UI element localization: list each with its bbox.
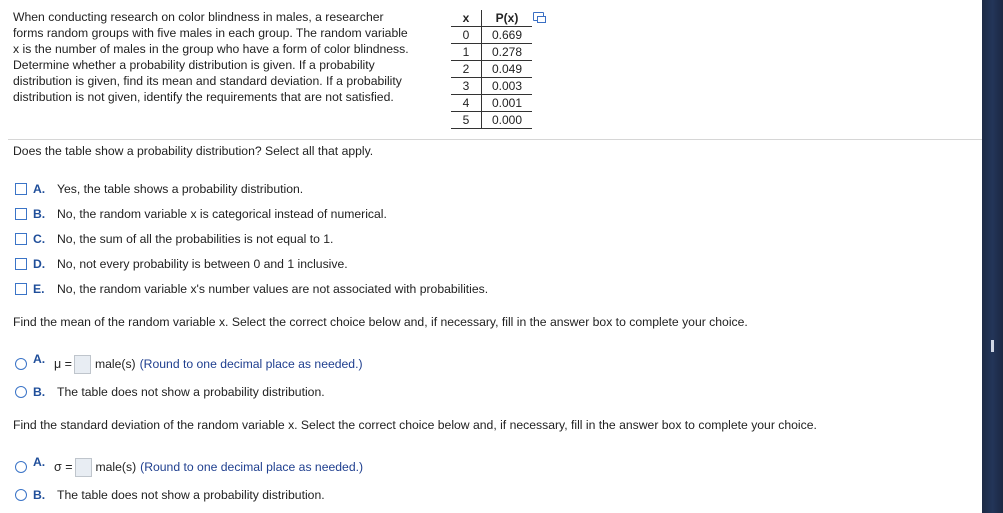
- cell-x: 0: [451, 27, 482, 44]
- intro-line: distribution is not given, identify the requirements that are not satisfied.: [13, 90, 394, 104]
- checkbox-icon[interactable]: [15, 233, 27, 245]
- cell-p: 0.001: [482, 95, 533, 112]
- question-text: [13, 9, 445, 105]
- q1-option-b[interactable]: [15, 206, 387, 222]
- mean-symbol: μ =: [54, 357, 72, 371]
- option-text: Yes, the table shows a probability distribution.: [57, 182, 304, 196]
- q2-prompt: Find the mean of the random variable x. Select the correct choice below and, if necessary, fill in the answer box to complete your choice.: [13, 315, 748, 329]
- q3-option-a[interactable]: [15, 455, 364, 475]
- option-letter: A.: [33, 455, 46, 469]
- sd-symbol: σ =: [54, 460, 73, 474]
- option-letter: D.: [33, 257, 46, 271]
- intro-line: x is the number of males in the group who have a form of color blindness.: [13, 42, 409, 56]
- cell-p: 0.003: [482, 78, 533, 95]
- intro-line: When conducting research on color blindness in males, a researcher: [13, 10, 384, 24]
- header-x: x: [451, 10, 482, 27]
- copy-table-icon[interactable]: [533, 12, 544, 21]
- cell-x: 5: [451, 112, 482, 129]
- header-px: P(x): [495, 11, 519, 25]
- cell-p: 0.049: [482, 61, 533, 78]
- option-letter: E.: [33, 282, 45, 296]
- q1-option-d[interactable]: [15, 256, 348, 272]
- cell-p: 0.278: [482, 44, 533, 61]
- table-row: [451, 78, 532, 95]
- table-row: [451, 61, 532, 78]
- checkbox-icon[interactable]: [15, 283, 27, 295]
- cell-x: 1: [451, 44, 482, 61]
- option-letter: A.: [33, 182, 46, 196]
- intro-line: Determine whether a probability distribution is given. If a probability: [13, 58, 375, 72]
- cell-x: 3: [451, 78, 482, 95]
- q2-option-b[interactable]: [15, 384, 325, 400]
- option-letter: B.: [33, 385, 46, 399]
- probability-table: [451, 10, 532, 129]
- option-text: No, the sum of all the probabilities is not equal to 1.: [57, 232, 334, 246]
- option-letter: B.: [33, 488, 46, 502]
- option-text: The table does not show a probability distribution.: [57, 488, 325, 502]
- radio-icon[interactable]: [15, 489, 27, 501]
- option-text: The table does not show a probability distribution.: [57, 385, 325, 399]
- q3-prompt: Find the standard deviation of the random variable x. Select the correct choice below and, if necessary, fill in the answer box to complete your choice.: [13, 418, 817, 432]
- q2-option-a[interactable]: [15, 352, 363, 372]
- option-text: No, the random variable x is categorical instead of numerical.: [57, 207, 387, 221]
- checkbox-icon[interactable]: [15, 258, 27, 270]
- q1-option-e[interactable]: [15, 281, 488, 297]
- intro-line: forms random groups with five males in each group. The random variable: [13, 26, 408, 40]
- table-row: [451, 27, 532, 44]
- round-hint: (Round to one decimal place as needed.): [140, 460, 364, 474]
- option-letter: C.: [33, 232, 46, 246]
- table-row: [451, 44, 532, 61]
- checkbox-icon[interactable]: [15, 183, 27, 195]
- cell-p: 0.000: [482, 112, 533, 129]
- sd-answer-input[interactable]: [75, 458, 92, 477]
- option-letter: A.: [33, 352, 46, 366]
- unit-label: male(s): [94, 357, 136, 371]
- radio-icon[interactable]: [15, 461, 27, 473]
- cell-x: 4: [451, 95, 482, 112]
- mean-answer-input[interactable]: [74, 355, 91, 374]
- background-mark: [991, 340, 994, 352]
- table-row: [451, 95, 532, 112]
- divider: [8, 139, 982, 140]
- radio-icon[interactable]: [15, 358, 27, 370]
- radio-icon[interactable]: [15, 386, 27, 398]
- q1-option-a[interactable]: [15, 181, 303, 197]
- q3-option-b[interactable]: [15, 487, 325, 503]
- unit-label: male(s): [95, 460, 137, 474]
- intro-line: distribution is given, find its mean and standard deviation. If a probability: [13, 74, 402, 88]
- background-strip: [982, 0, 1003, 513]
- q1-prompt: Does the table show a probability distribution? Select all that apply.: [13, 144, 374, 158]
- option-text: No, not every probability is between 0 and 1 inclusive.: [57, 257, 348, 271]
- table-row: [451, 112, 532, 129]
- option-letter: B.: [33, 207, 46, 221]
- cell-p: 0.669: [482, 27, 533, 44]
- q1-option-c[interactable]: [15, 231, 333, 247]
- checkbox-icon[interactable]: [15, 208, 27, 220]
- option-text: No, the random variable x's number values are not associated with probabilities.: [57, 282, 489, 296]
- table-header-row: [451, 10, 532, 27]
- round-hint: (Round to one decimal place as needed.): [139, 357, 363, 371]
- cell-x: 2: [451, 61, 482, 78]
